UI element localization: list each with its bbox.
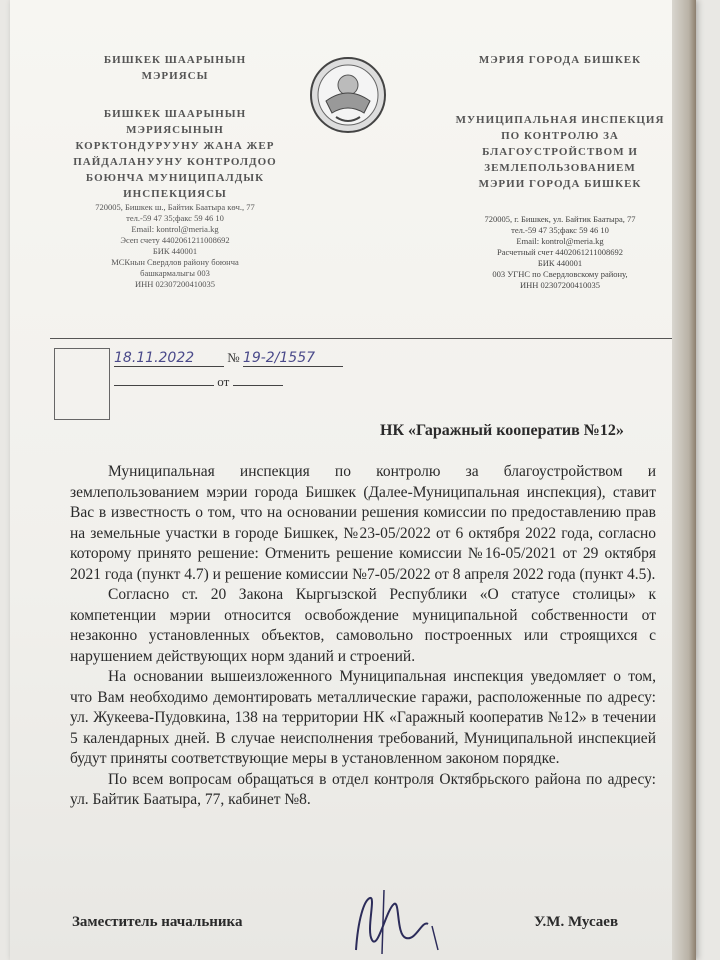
signatory-position: Заместитель начальника xyxy=(72,914,243,930)
registration-number: 19-2/1557 xyxy=(243,350,343,367)
state-emblem-icon xyxy=(308,55,388,135)
org-short-line: БИШКЕК ШААРЫНЫН xyxy=(103,54,247,66)
detail-line: ИНН 02307200410035 xyxy=(134,279,216,289)
handwritten-signature xyxy=(336,880,456,955)
org-full-line: ИНСПЕКЦИЯСЫ xyxy=(123,188,227,200)
detail-line: Расчетный счет 4402061211008692 xyxy=(497,247,623,257)
detail-line: БИК 440001 xyxy=(537,258,583,268)
detail-line: МСКнын Свердлов району боюнча xyxy=(111,257,239,267)
detail-line: 720005, г. Бишкек, ул. Байтик Баатыра, 77 xyxy=(484,214,636,224)
detail-line: тел.-59 47 35;факс 59 46 10 xyxy=(126,213,224,223)
signatory-name: У.М. Мусаев xyxy=(534,914,619,930)
detail-line: башкармалыгы 003 xyxy=(140,268,210,278)
detail-line: Email: kontrol@meria.kg xyxy=(131,224,219,234)
detail-line: тел.-59 47 35;факс 59 46 10 xyxy=(511,225,609,235)
detail-line: БИК 440001 xyxy=(152,246,198,256)
registration-stamp-box xyxy=(54,348,110,420)
detail-line: ИНН 02307200410035 xyxy=(519,280,601,290)
registration-from-line xyxy=(114,374,283,390)
org-full-line: МЭРИИ ГОРОДА БИШКЕК xyxy=(478,178,642,190)
registration-date: 18.11.2022 xyxy=(114,350,224,367)
body-paragraph: По всем вопросам обращаться в отдел контроля Октябрьского района по адресу: ул. Байтик Баатыра, 77, кабинет №8. xyxy=(70,770,656,808)
header-right xyxy=(430,52,690,291)
body-paragraph: На основании вышеизложенного Муниципальная инспекция уведомляет о том, что Вам необходимо демонтировать металлические гаражи, расположенные по адресу: ул. Жукеева-Пудовкина, 138 на территории НК «Гаражный кооператив №12» в течении 5 календарных дней. В случае неисполнения требований, Муниципальной инспекцией будут приняты соответствующие меры в установленном законом порядке. xyxy=(70,668,656,767)
org-full-line: БЛАГОУСТРОЙСТВОМ И xyxy=(482,146,638,158)
org-short-line: МЭРИЯСЫ xyxy=(141,70,209,82)
org-full-line: ПО КОНТРОЛЮ ЗА xyxy=(501,130,619,142)
body-paragraph: Муниципальная инспекция по контролю за благоустройством и землепользованием мэрии города Бишкек (Далее-Муниципальная инспекция), ставит Вас в известность о том, что на основании решения комиссии по предоставлению прав на земельные участки в городе Бишкек, №23-05/2022 от 6 октября 2022 года, согласно которому принято решение: Отменить решение комиссии №16-05/2021 от 29 октября 2021 года (пункт 4.7) и решение комиссии №7-05/2022 от 8 апреля 2022 года (пункт 4.5). xyxy=(70,463,656,583)
detail-line: 003 УГНС по Свердловскому району, xyxy=(492,269,628,279)
org-full-line: БОЮНЧА МУНИЦИПАЛДЫК xyxy=(85,172,265,184)
registration-line xyxy=(114,350,343,367)
org-full-line: КОРКТОНДУРУУНУ ЖАНА ЖЕР xyxy=(75,140,275,152)
org-full-line: МЭРИЯСЫНЫН xyxy=(126,124,224,136)
org-full-line: БИШКЕК ШААРЫНЫН xyxy=(103,108,247,120)
header-left xyxy=(60,52,290,290)
number-sign: № xyxy=(227,350,240,365)
letter-body xyxy=(70,462,656,811)
header-divider xyxy=(50,338,692,339)
page-edge-shadow xyxy=(672,0,696,960)
org-full-line: ЗЕМЛЕПОЛЬЗОВАНИЕМ xyxy=(484,162,636,174)
detail-line: Email: kontrol@meria.kg xyxy=(516,236,604,246)
org-short-line: МЭРИЯ ГОРОДА БИШКЕК xyxy=(478,54,642,66)
document-sheet xyxy=(10,0,696,960)
detail-line: 720005, Бишкек ш., Байтик Баатыра көч., 77 xyxy=(95,202,255,212)
detail-line: Эсеп счету 4402061211008692 xyxy=(120,235,230,245)
from-label: от xyxy=(217,374,230,389)
org-full-line: ПАЙДАЛАНУУНУ КОНТРОЛДОО xyxy=(73,156,277,168)
addressee: НК «Гаражный кооператив №12» xyxy=(380,422,624,439)
org-full-line: МУНИЦИПАЛЬНАЯ ИНСПЕКЦИЯ xyxy=(455,114,665,126)
body-paragraph: Согласно ст. 20 Закона Кыргызской Республики «О статусе столицы» к компетенции мэрии относится освобождение муниципальной собственности от незаконно установленных объектов, самовольно построенных или строящихся с нарушением действующих норм зданий и строений. xyxy=(70,586,656,665)
